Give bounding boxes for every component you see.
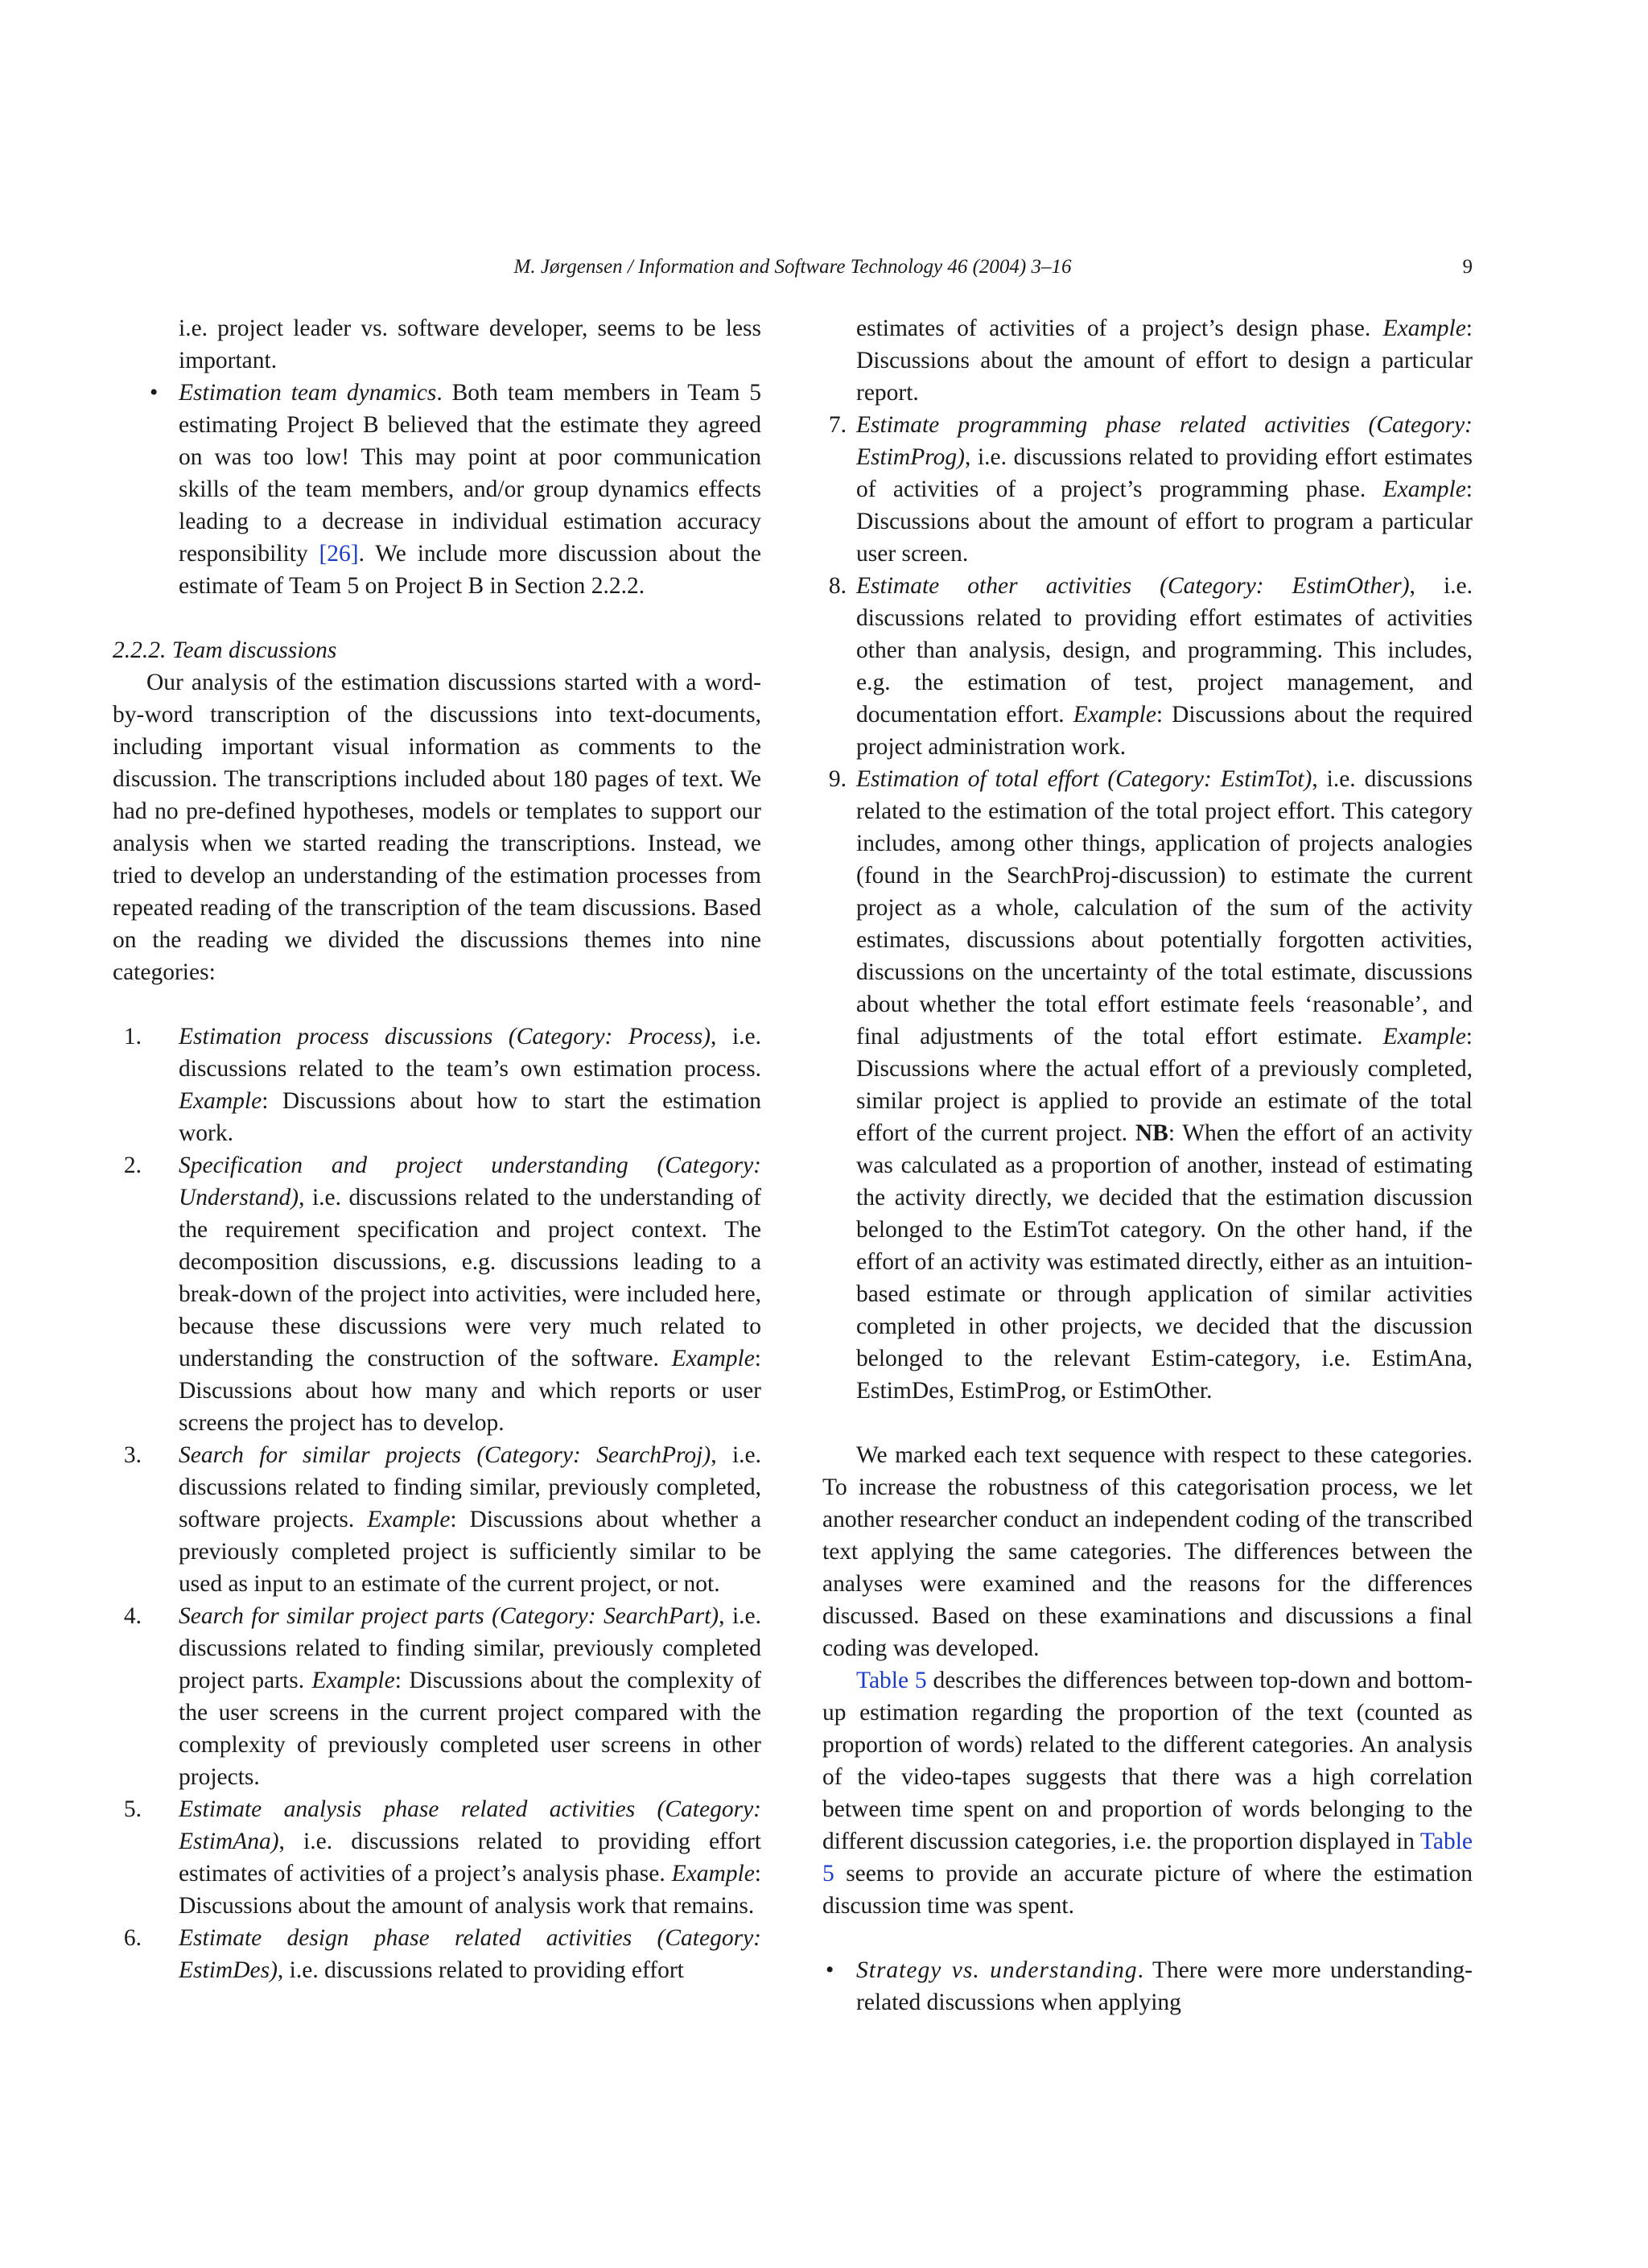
- category-list: [113, 1021, 761, 1986]
- list-item: 8. Estimate other activities (Category: EstimOther), i.e. discussions related to providing effort estimates of activities other than analysis, design, and programming. This includes, e.g. the estimation of test, project management, and documentation effort. Example: Discussions about the required project administration work.: [828, 573, 1473, 760]
- bullet-list: [822, 1954, 1473, 2019]
- bullet-list: [113, 377, 761, 602]
- list-item: 7. Estimate programming phase related activities (Category: EstimProg), i.e. discussions related to providing effort estimates of activities of a project’s programming phase. Example: Discussions about the amount of effort to program a particular user screen.: [828, 412, 1473, 567]
- running-title: M. Jørgensen / Information and Software Technology 46 (2004) 3–16: [513, 256, 1072, 278]
- table-link[interactable]: Table 5: [822, 1829, 1473, 1887]
- running-header: [113, 251, 1473, 283]
- table-link[interactable]: Table 5: [856, 1668, 927, 1693]
- left-column: [113, 312, 761, 1986]
- list-item: 2. Specification and project understanding (Category: Understand), i.e. discussions related to the understanding of the requirement specification and project context. The decomposition discussions, e.g. discussions leading to a break-down of the project into activities, were included here, because these discussions were very much related to understanding the construction of the software. Example: Discussions about how many and which reports or user screens the project has to develop.: [123, 1153, 761, 1436]
- list-item: 6. Estimate design phase related activities (Category: EstimDes), i.e. discussions related to providing effort: [123, 1925, 761, 1983]
- bullet-icon: •: [150, 380, 159, 406]
- bullet-title: Estimation team dynamics: [179, 380, 437, 406]
- body-paragraph: We marked each text sequence with respect to these categories. To increase the robustness of this categorisation process, we let another researcher conduct an independent coding of the transcribed text applying the same categories. The differences between the analyses were examined and the reasons for the differences discussed. Based on these examinations and discussions a final coding was developed.: [822, 1442, 1473, 1661]
- right-column: [822, 312, 1473, 2019]
- list-item: • Estimation team dynamics. Both team members in Team 5 estimating Project B believed that the estimate they agreed on was too low! This may point at poor communication skills of the team members, and/or group dynamics effects leading to a decrease in individual estimation accuracy responsibility [26]. We include more discussion about the estimate of Team 5 on Project B in Section 2.2.2.: [113, 377, 761, 602]
- section-paragraph: Our analysis of the estimation discussions started with a word-by-word transcription of the discussions into text-documents, including important visual information as comments to the discussion. The transcriptions included about 180 pages of text. We had no pre-defined hypotheses, models or templates to support our analysis when we started reading the transcriptions. Instead, we tried to develop an understanding of the estimation processes from repeated reading of the transcription of the team discussions. Based on the reading we divided the discussions themes into nine categories:: [113, 670, 761, 985]
- citation-link[interactable]: [26]: [319, 541, 359, 567]
- body-paragraph: Table 5 describes the differences between top-down and bottom-up estimation regarding the proportion of the text (counted as proportion of words) related to the different categories. An analysis of the video-tapes suggests that there was a high correlation between time spent on and proportion of words belonging to the different discussion categories, i.e. the proportion displayed in Table 5 seems to provide an accurate picture of where the estimation discussion time was spent.: [822, 1668, 1473, 1919]
- continued-list-item: estimates of activities of a project’s design phase. Example: Discussions about the amount of effort to design a particular report.: [856, 315, 1473, 406]
- list-item: • Strategy vs. understanding. There were more understanding-related discussions when applying: [822, 1954, 1473, 2019]
- list-item: 4. Search for similar project parts (Category: SearchPart), i.e. discussions related to finding similar, previously completed project parts. Example: Discussions about the complexity of the user screens in the current project compared with the complexity of previously completed user screens in other projects.: [123, 1603, 761, 1790]
- bullet-title: Strategy vs. understanding: [856, 1957, 1138, 1983]
- bullet-icon: •: [826, 1957, 834, 1983]
- list-item: 5. Estimate analysis phase related activities (Category: EstimAna), i.e. discussions related to providing effort estimates of activities of a project’s analysis phase. Example: Discussions about the amount of analysis work that remains.: [123, 1796, 761, 1919]
- continued-paragraph: i.e. project leader vs. software developer, seems to be less important.: [179, 315, 761, 373]
- list-item: 9. Estimation of total effort (Category: EstimTot), i.e. discussions related to the estimation of the total project effort. This category includes, among other things, application of projects analogies (found in the SearchProj-discussion) to estimate the current project as a whole, calculation of the sum of the activity estimates, discussions about potentially forgotten activities, discussions on the uncertainty of the total estimate, discussions about whether the total effort estimate feels ‘reasonable’, and final adjustments of the total effort estimate. Example: Discussions where the actual effort of a previously completed, similar project is applied to provide an estimate of the total effort of the current project. NB: When the effort of an activity was calculated as a proportion of another, instead of estimating the activity directly, we decided that the estimation discussion belonged to the EstimTot category. On the other hand, if the effort of an activity was estimated directly, either as an intuition-based estimate or through application of similar activities completed in other projects, we decided that the discussion belonged to the relevant Estim-category, i.e. EstimAna, EstimDes, EstimProg, or EstimOther.: [828, 766, 1473, 1404]
- list-item: 3. Search for similar projects (Category: SearchProj), i.e. discussions related to finding similar, previously completed, software projects. Example: Discussions about whether a previously completed project is sufficiently similar to be used as input to an estimate of the current project, or not.: [123, 1442, 761, 1597]
- page-number: 9: [1462, 256, 1473, 278]
- list-item: 1. Estimation process discussions (Category: Process), i.e. discussions related to the team’s own estimation process. Example: Discussions about how to start the estimation work.: [123, 1024, 761, 1146]
- section-heading: 2.2.2. Team discussions: [113, 637, 337, 663]
- category-list: [822, 409, 1473, 1407]
